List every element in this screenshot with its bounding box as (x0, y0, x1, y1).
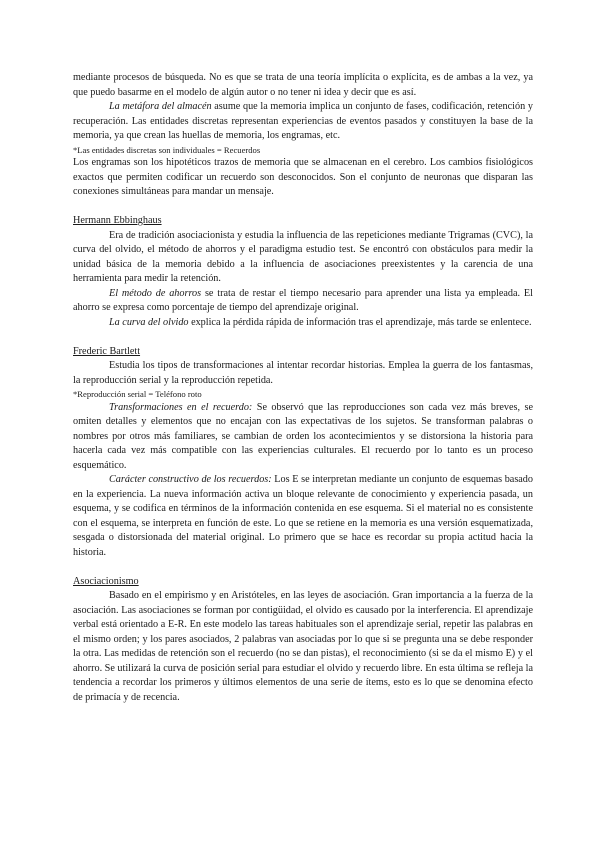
intro-paragraph: mediante procesos de búsqueda. No es que se trata de una teoría implícita o explícita, es de ambas a la vez, ya que puedo basarme en el modelo de algún autor o no tener ni idea y decir que es así. (73, 72, 533, 98)
ahorros-text: se trata de restar el tiempo necesario para aprender una lista ya empleada. El ahorro se expresa como porcentaje de tiempo del aprendizaje original. (73, 287, 533, 313)
heading-bartlett: Frederic Bartlett (73, 345, 141, 357)
metafora-text: asume que la memoria implica un conjunto de fases, codificación, retención y recuperación. Las entidades discretas representan experiencias de eventos pasados y constituyen la base de la memoria, ya que crean las huellas de memoria, los engramas, etc. (73, 101, 533, 141)
curva-term: La curva del olvido (109, 316, 189, 328)
entidades-note: *Las entidades discretas son individuales = Recuerdos (73, 144, 261, 155)
metafora-paragraph (73, 100, 533, 144)
caracter-paragraph (73, 473, 533, 560)
ebbinghaus-paragraph: Era de tradición asociacionista y estudia la influencia de las repeticiones mediante Trigramas (CVC), la curva del olvido, el método de ahorros y el paradigma estudio test. Se encontró con obstáculos para medir la unidad básica de la memoria debido a la influencia de asociaciones preexistentes y la carencia de una herramienta para medir la retención. (73, 229, 533, 284)
curva-paragraph (73, 316, 533, 331)
transformaciones-paragraph (73, 401, 533, 474)
heading-asociacionismo: Asociacionismo (73, 575, 139, 587)
engramas-paragraph: Los engramas son los hipotéticos trazos de memoria que se almacenan en el cerebro. Los cambios fisiológicos exactos que permiten codificar un recuerdo son desconocidos. Son el conjunto de neuronas que disparan las conexiones simultáneas para mandar un mensaje. (73, 157, 533, 197)
bartlett-paragraph: Estudia los tipos de transformaciones al intentar recordar historias. Emplea la guerra de los fantasmas, la reproducción serial y la reproducción repetida. (73, 360, 533, 386)
transformaciones-term: Transformaciones en el recuerdo: (109, 401, 253, 413)
ahorros-term: El método de ahorros (109, 287, 202, 299)
asociacionismo-paragraph: Basado en el empirismo y en Aristóteles, en las leyes de asociación. Gran importancia a la fuerza de la asociación. Las asociaciones se forman por contigüidad, el olvido es causado por la interferencia. El aprendizaje verbal está orientado a E-R. En este modelo las tareas habituales son el aprendizaje serial, repetir las palabras en el mismo orden; y los pares asociados, 2 palabras van asociadas por lo que si se pregunta una se debe responder la otra. Las medidas de retención son el recuerdo (no se dan pistas), el reconocimiento (si se da el mismo E) y el ahorro. Se utilizará la curva de posición serial para estudiar el olvido y recuerdo libre. En esta última se refleja la tendencia a recordar los primeros y últimos elementos de una serie de ítems, esto es lo que se denomina efecto de primacía y de recencia. (73, 590, 533, 703)
curva-text: explica la pérdida rápida de información tras el aprendizaje, más tarde se enlentece. (188, 316, 532, 328)
reproduccion-note: *Reproducción serial = Teléfono roto (73, 389, 202, 399)
metafora-term: La metáfora del almacén (109, 101, 212, 112)
ahorros-paragraph (73, 287, 533, 316)
transformaciones-text: Se observó que las reproducciones son cada vez más breves, se omiten detalles y elementos que no encajan con las expectativas de los sujetos. Se transforman palabras o nombres por otros más familiares, se cambian de orden los acontecimientos y se distorsiona la historia para hacerla cada vez más compatible con las experiencias culturales. El recuerdo por lo tanto es un proceso esquemático. (73, 401, 533, 471)
caracter-text: Los E se interpretan mediante un conjunto de esquemas basado en la experiencia. La nueva información activa un bloque relevante de conocimiento y experiencia pasada, un esquema, y se codifica en términos de la información contenida en ese esquema. Si el material no es consistente con el esquema, se interpreta en función de este. Lo que se retiene en la memoria es una versión esquematizada, sesgada o distorsionada del material original. Lo primero que se hace es recordar su propia actitud hacia la historia. (73, 474, 533, 558)
heading-ebbinghaus: Hermann Ebbinghaus (73, 215, 162, 226)
document-page (73, 71, 533, 705)
caracter-term: Carácter constructivo de los recuerdos: (109, 474, 272, 485)
